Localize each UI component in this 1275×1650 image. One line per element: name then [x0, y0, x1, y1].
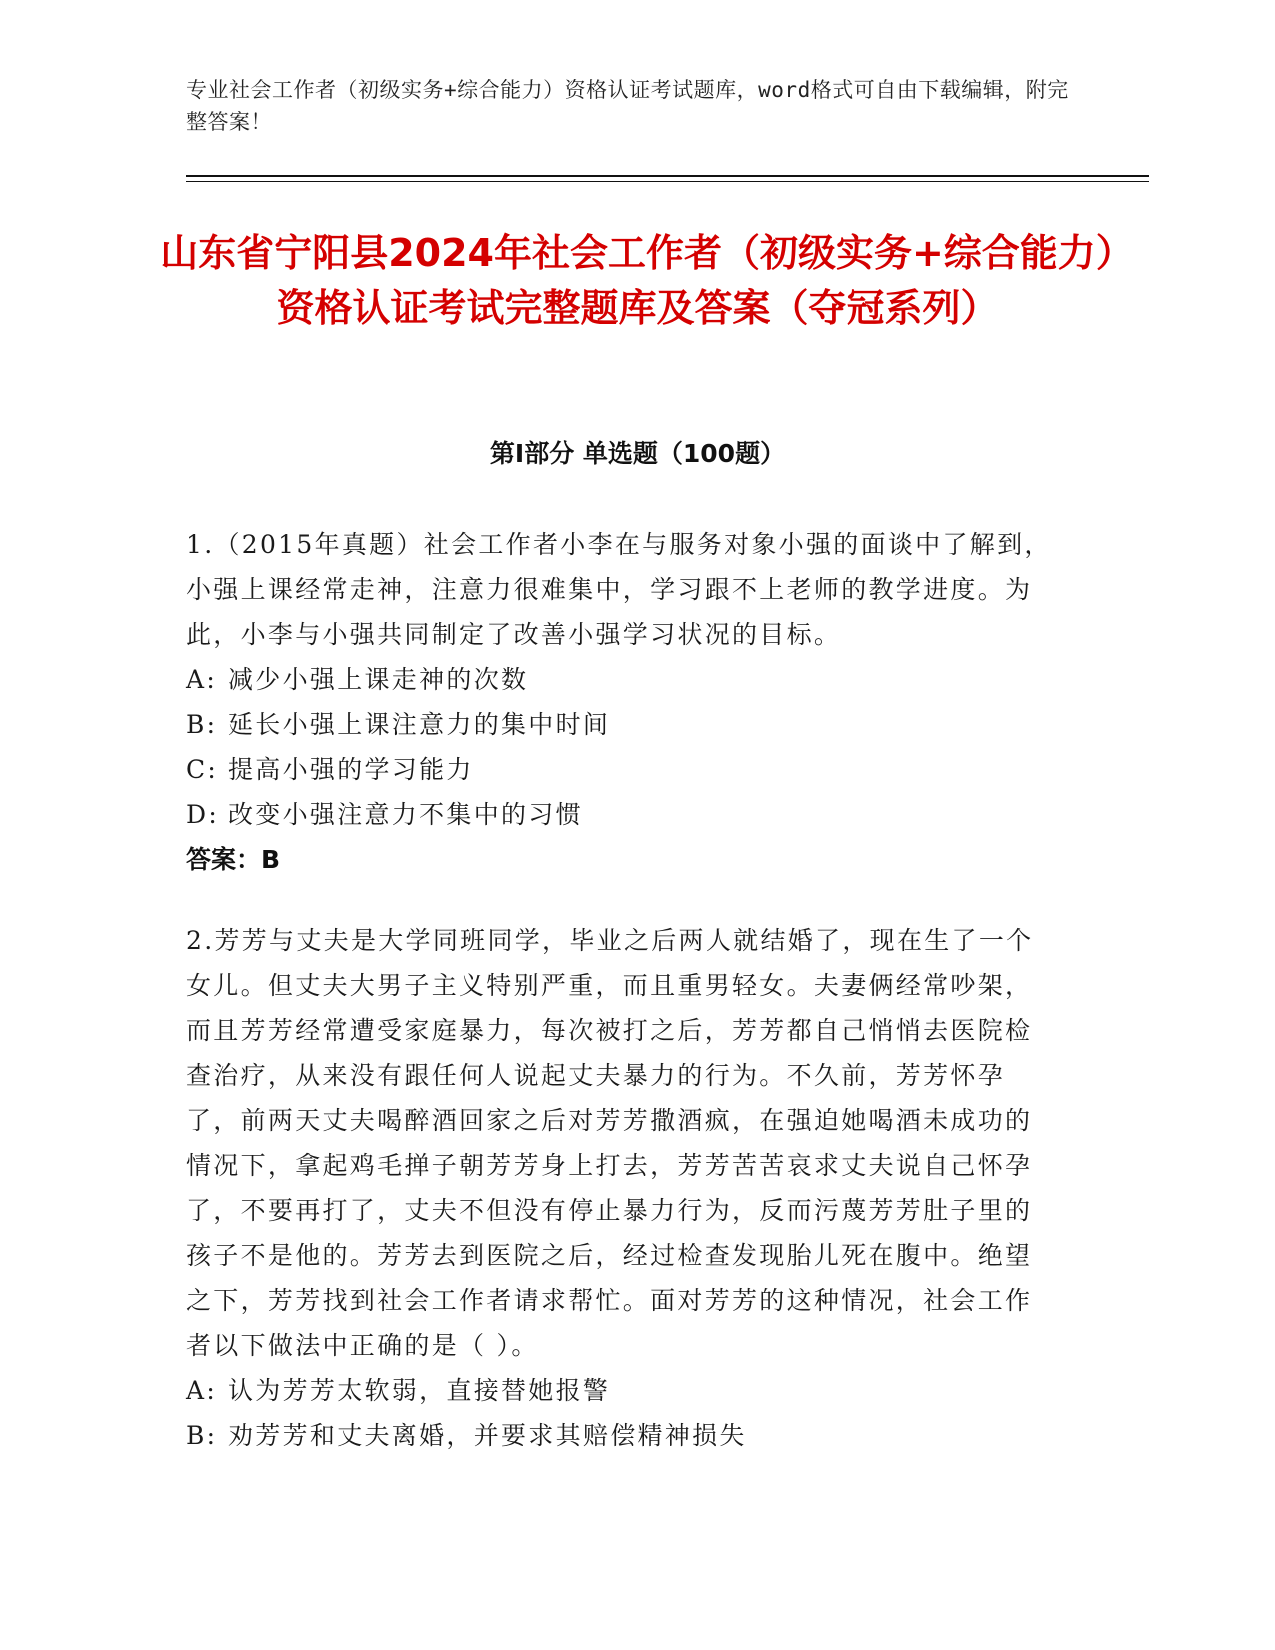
option-c [186, 747, 1056, 792]
answer-label: 答案：B [186, 845, 281, 874]
option-key: B: [186, 710, 218, 739]
question-stem: 2.芳芳与丈夫是大学同班同学，毕业之后两人就结婚了，现在生了一个女儿。但丈夫大男子主义特别严重，而且重男轻女。夫妻俩经常吵架，而且芳芳经常遭受家庭暴力，每次被打之后，芳芳都自己悄悄去医院检查治疗，从来没有跟任何人说起丈夫暴力的行为。不久前，芳芳怀孕了，前两天丈夫喝醉酒回家之后对芳芳撒酒疯，在强迫她喝酒未成功的情况下，拿起鸡毛掸子朝芳芳身上打去，芳芳苦苦哀求丈夫说自己怀孕了，不要再打了，丈夫不但没有停止暴力行为，反而污蔑芳芳肚子里的孩子不是他的。芳芳去到医院之后，经过检查发现胎儿死在腹中。绝望之下，芳芳找到社会工作者请求帮忙。面对芳芳的这种情况，社会工作者以下做法中正确的是（ ）。 [186, 926, 1034, 1360]
question-2 [186, 918, 1056, 1458]
option-key: B: [186, 1421, 218, 1450]
option-a [186, 657, 1056, 702]
option-key: A: [186, 665, 218, 694]
option-b [186, 1413, 1056, 1458]
header-note: 专业社会工作者（初级实务+综合能力）资格认证考试题库，word格式可自由下载编辑，附完整答案！ [186, 78, 1069, 134]
option-text: 认为芳芳太软弱，直接替她报警 [228, 1376, 611, 1405]
option-text: 劝芳芳和丈夫离婚，并要求其赔偿精神损失 [228, 1421, 747, 1450]
option-key: D: [186, 800, 220, 829]
option-a [186, 1368, 1056, 1413]
header-divider-thin [186, 181, 1149, 182]
option-text: 改变小强注意力不集中的习惯 [228, 800, 583, 829]
document-title: 山东省宁阳县2024年社会工作者（初级实务+综合能力）资格认证考试完整题库及答案（夺冠系列） [160, 231, 1115, 330]
option-text: 减少小强上课走神的次数 [228, 665, 529, 694]
question-1 [186, 522, 1056, 882]
question-stem: 1.（2015年真题）社会工作者小李在与服务对象小强的面谈中了解到，小强上课经常走神，注意力很难集中，学习跟不上老师的教学进度。为此，小李与小强共同制定了改善小强学习状况的目标。 [186, 530, 1052, 649]
option-key: A: [186, 1376, 218, 1405]
option-key: C: [186, 755, 219, 784]
header-divider-thick [186, 175, 1149, 177]
section-title: 第I部分 单选题（100题） [489, 439, 786, 468]
option-d [186, 792, 1056, 837]
option-b [186, 702, 1056, 747]
option-text: 延长小强上课注意力的集中时间 [228, 710, 611, 739]
option-text: 提高小强的学习能力 [228, 755, 474, 784]
